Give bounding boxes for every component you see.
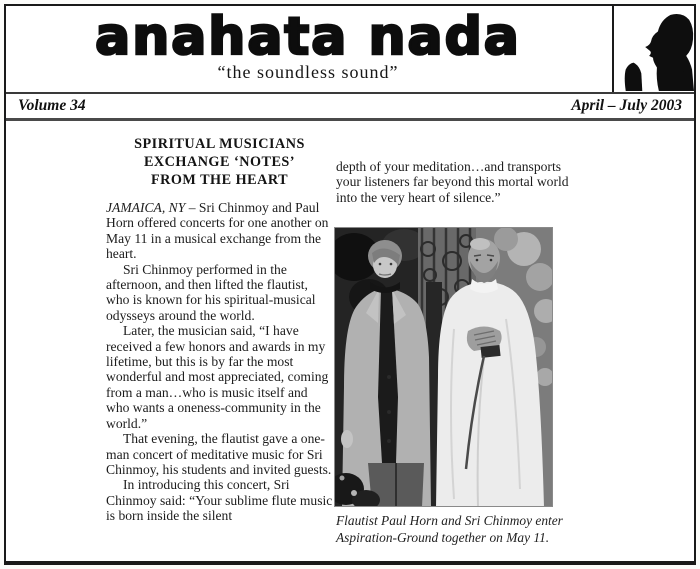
- masthead-logo-box: [612, 6, 694, 92]
- headline-line-3: FROM THE HEART: [150, 172, 289, 188]
- photo-illustration: [334, 227, 553, 507]
- newsletter-page: [4, 4, 696, 565]
- headline-line-2: EXCHANGE ‘NOTES’: [143, 154, 296, 170]
- article-body: [106, 200, 333, 524]
- masthead-center: [6, 6, 610, 83]
- article-content: [6, 121, 694, 561]
- article-paragraph: Sri Chinmoy performed in the afternoon, and then lifted the flautist, who is known for his spiritual-musical odysseys around the world.: [106, 261, 316, 323]
- article-paragraph: That evening, the flautist gave a one-man concert of meditative music for Sri Chinmoy, his students and invited guests.: [106, 431, 332, 477]
- article-headline: [106, 135, 333, 189]
- newsletter-title: anahata nada: [95, 7, 521, 67]
- praying-silhouette-icon: [614, 6, 694, 92]
- newsletter-tagline: “the soundless sound”: [217, 62, 399, 82]
- article-column-right: depth of your meditation…and transports your listeners far beyond this mortal world into the very heart of silence.”: [336, 159, 569, 205]
- volume-label: Volume 34: [18, 97, 86, 114]
- photo-caption-line-1: Flautist Paul Horn and Sri Chinmoy enter: [336, 513, 563, 528]
- masthead: [6, 6, 694, 94]
- issue-date-label: April – July 2003: [571, 97, 682, 114]
- article-column-left: [106, 135, 333, 524]
- photo-caption: [336, 513, 576, 546]
- article-paragraph: Later, the musician said, “I have received a few honors and awards in my lifetime, but this is by far the most wonderful and most appreciated, coming from a man…who is music itself and who wants a oneness-community in the world.”: [106, 323, 329, 431]
- dateline: JAMAICA, NY: [106, 200, 186, 215]
- paragraph-text: – Sri Chinmoy and Paul Horn offered concerts for one another on May 11 in a musical exchange from the heart.: [106, 200, 329, 262]
- article-paragraph: In introducing this concert, Sri Chinmoy said: “Your sublime flute music is born inside the silent: [106, 477, 333, 524]
- photo-caption-line-2: Aspiration-Ground together on May 11.: [336, 529, 550, 545]
- article-paragraph: [106, 200, 333, 262]
- volume-bar: [6, 94, 694, 121]
- headline-line-1: SPIRITUAL MUSICIANS: [134, 136, 305, 152]
- article-photo: [334, 227, 553, 507]
